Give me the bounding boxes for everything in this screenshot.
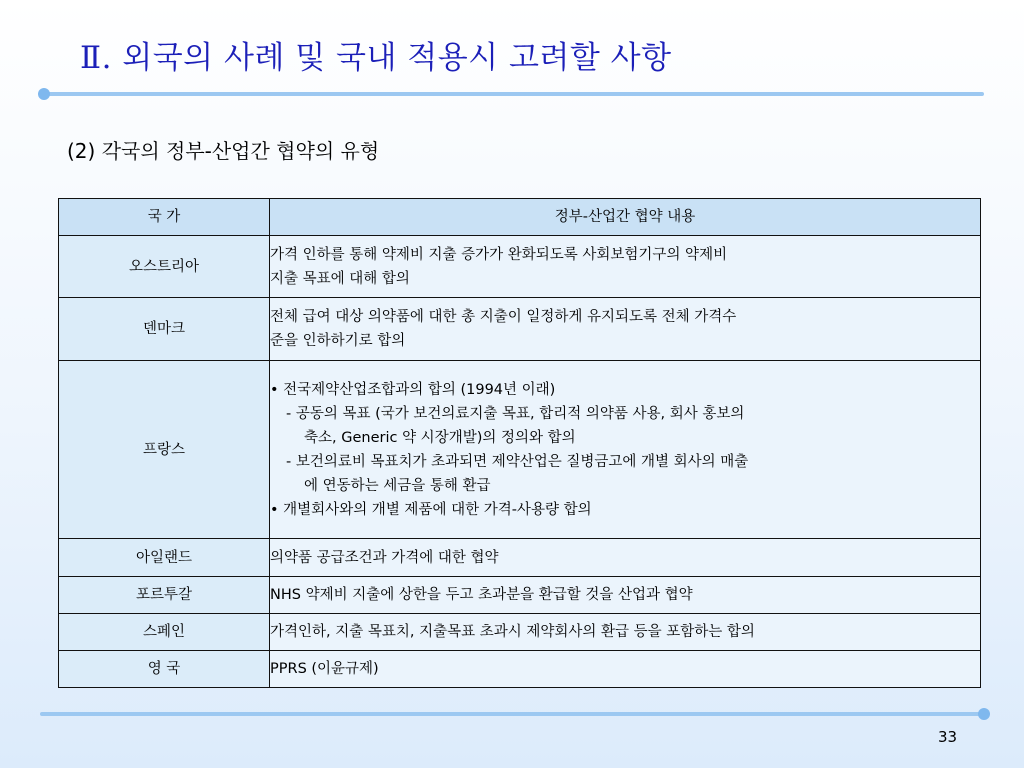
content-cell: [270, 539, 981, 577]
content-line: PPRS (이윤규제): [270, 661, 379, 677]
content-cell: [270, 298, 981, 361]
country-cell: 덴마크: [59, 298, 270, 361]
page-number: 33: [938, 728, 958, 746]
top-divider: [40, 92, 984, 96]
table-row-uk: [59, 651, 981, 688]
table-row-france: [59, 361, 981, 539]
bullet-line: • 개별회사와의 개별 제품에 대한 가격-사용량 합의: [270, 501, 592, 518]
header-content: 정부-산업간 협약 내용: [270, 199, 981, 236]
slide-title: Ⅱ. 외국의 사례 및 국내 적용시 고려할 사항: [80, 40, 672, 76]
continuation-line: 축소, Generic 약 시장개발)의 정의와 합의: [304, 429, 576, 446]
agreement-table: [58, 198, 981, 688]
content-cell: [270, 361, 981, 539]
content-cell: [270, 577, 981, 614]
bottom-divider-dot: [978, 708, 990, 720]
sub-bullet-line: - 공동의 목표 (국가 보건의료지출 목표, 합리적 의약품 사용, 회사 홍보의: [286, 405, 745, 422]
bullet-line: • 전국제약산업조합과의 합의 (1994년 이래): [270, 381, 556, 398]
table-header-row: [59, 199, 981, 236]
table-row-spain: [59, 614, 981, 651]
continuation-line: 에 연동하는 세금을 통해 환급: [304, 477, 491, 494]
top-divider-dot: [38, 88, 50, 100]
country-cell: 스페인: [59, 614, 270, 651]
table-row-denmark: [59, 298, 981, 361]
content-cell: [270, 236, 981, 298]
header-country: 국 가: [59, 199, 270, 236]
country-cell: 프랑스: [59, 361, 270, 539]
table-row-portugal: [59, 577, 981, 614]
content-line: NHS 약제비 지출에 상한을 두고 초과분을 환급할 것을 산업과 협약: [270, 587, 693, 603]
table-row-ireland: [59, 539, 981, 577]
sub-bullet-line: - 보건의료비 목표치가 초과되면 제약산업은 질병금고에 개별 회사의 매출: [286, 453, 749, 470]
country-cell: 영 국: [59, 651, 270, 688]
content-cell: [270, 651, 981, 688]
content-cell: [270, 614, 981, 651]
bottom-divider: [40, 712, 986, 716]
country-cell: 아일랜드: [59, 539, 270, 577]
table-row-austria: [59, 236, 981, 298]
country-cell: 오스트리아: [59, 236, 270, 298]
content-line: 가격 인하를 통해 약제비 지출 증가가 완화되도록 사회보험기구의 약제비: [270, 246, 728, 263]
content-line: 전체 급여 대상 의약품에 대한 총 지출이 일정하게 유지되도록 전체 가격수: [270, 309, 737, 325]
content-line: 의약품 공급조건과 가격에 대한 협약: [270, 549, 499, 566]
content-line: 가격인하, 지출 목표치, 지출목표 초과시 제약회사의 환급 등을 포함하는 합의: [270, 624, 755, 640]
section-subtitle: (2) 각국의 정부-산업간 협약의 유형: [67, 139, 380, 163]
content-line: 준을 인하하기로 합의: [270, 333, 406, 349]
content-line: 지출 목표에 대해 합의: [270, 270, 410, 287]
country-cell: 포르투갈: [59, 577, 270, 614]
